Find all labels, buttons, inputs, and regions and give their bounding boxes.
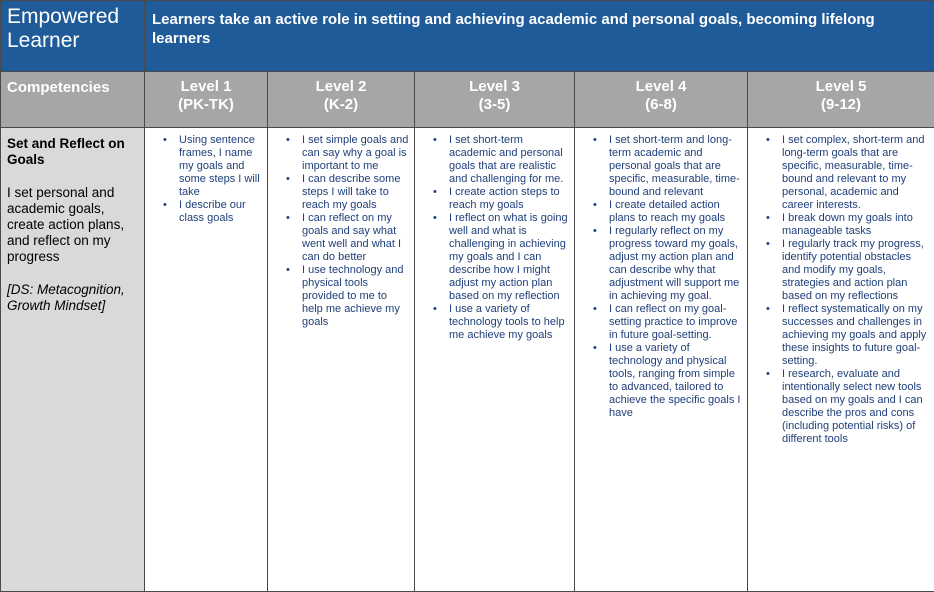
page-title: Empowered Learner xyxy=(1,1,145,72)
level-range: (K-2) xyxy=(268,96,414,114)
list-item: • I use a variety of technology and physical tools, ranging from simple to advanced, tailored to achieve the specific goals I have xyxy=(575,342,747,420)
competency-cell xyxy=(1,128,145,592)
level-5-list xyxy=(748,134,934,446)
list-item: • I break down my goals into manageable tasks xyxy=(748,212,934,238)
level-1-cell xyxy=(145,128,268,592)
competency-title: Set and Reflect on Goals xyxy=(7,136,138,168)
list-item: • I use a variety of technology tools to help me achieve my goals xyxy=(415,303,574,342)
list-item: • I reflect systematically on my successes and challenges in achieving my goals and apply these insights to future goal-setting. xyxy=(748,303,934,368)
list-item: • I set short-term academic and personal goals that are realistic and challenging for me. xyxy=(415,134,574,186)
level-5-header xyxy=(748,72,934,128)
level-name: Level 4 xyxy=(575,78,747,96)
level-range: (9-12) xyxy=(748,96,934,114)
level-2-list xyxy=(268,134,414,329)
list-item: • I can reflect on my goals and say what went well and what I can do better xyxy=(268,212,414,264)
list-item: • Using sentence frames, I name my goals and some steps I will take xyxy=(145,134,267,199)
header-row xyxy=(1,1,934,72)
level-range: (PK-TK) xyxy=(145,96,267,114)
column-header-row xyxy=(1,72,934,128)
header-description: Learners take an active role in setting and achieving academic and personal goals, becoming lifelong learners xyxy=(145,1,934,72)
list-item: • I use technology and physical tools provided to me to help me achieve my goals xyxy=(268,264,414,329)
list-item: • I create detailed action plans to reach my goals xyxy=(575,199,747,225)
list-item: • I research, evaluate and intentionally select new tools based on my goals and I can describe the pros and cons (including potential risks) of different tools xyxy=(748,368,934,446)
level-3-header xyxy=(415,72,575,128)
list-item: • I describe our class goals xyxy=(145,199,267,225)
competency-statement: I set personal and academic goals, create action plans, and reflect on my progress xyxy=(7,185,138,265)
level-3-cell xyxy=(415,128,575,592)
level-5-cell xyxy=(748,128,934,592)
level-2-header xyxy=(268,72,415,128)
level-name: Level 2 xyxy=(268,78,414,96)
level-4-cell xyxy=(575,128,748,592)
level-1-header xyxy=(145,72,268,128)
competency-ds-tag: [DS: Metacognition, Growth Mindset] xyxy=(7,282,138,314)
level-2-cell xyxy=(268,128,415,592)
list-item: • I create action steps to reach my goals xyxy=(415,186,574,212)
level-name: Level 3 xyxy=(415,78,574,96)
list-item: • I can reflect on my goal-setting practice to improve in future goal-setting. xyxy=(575,303,747,342)
level-4-header xyxy=(575,72,748,128)
list-item: • I can describe some steps I will take to reach my goals xyxy=(268,173,414,212)
list-item: • I regularly reflect on my progress toward my goals, adjust my action plan and can describe why that adjustment will support me in achieving my goal. xyxy=(575,225,747,303)
list-item: • I set short-term and long-term academic and personal goals that are specific, measurable, time-bound and relevant xyxy=(575,134,747,199)
level-range: (3-5) xyxy=(415,96,574,114)
level-4-list xyxy=(575,134,747,420)
competencies-header: Competencies xyxy=(1,72,145,128)
list-item: • I set complex, short-term and long-term goals that are specific, measurable, time-bound and relevant to my personal, academic and career interests. xyxy=(748,134,934,212)
competency-row xyxy=(1,128,934,592)
list-item: • I set simple goals and can say why a goal is important to me xyxy=(268,134,414,173)
list-item: • I regularly track my progress, identify potential obstacles and modify my goals, strategies and action plan based on my reflections xyxy=(748,238,934,303)
level-name: Level 1 xyxy=(145,78,267,96)
level-range: (6-8) xyxy=(575,96,747,114)
list-item: • I reflect on what is going well and what is challenging in achieving my goals and I can describe how I might adjust my action plan based on my reflection xyxy=(415,212,574,303)
level-name: Level 5 xyxy=(748,78,934,96)
level-3-list xyxy=(415,134,574,342)
level-1-list xyxy=(145,134,267,225)
